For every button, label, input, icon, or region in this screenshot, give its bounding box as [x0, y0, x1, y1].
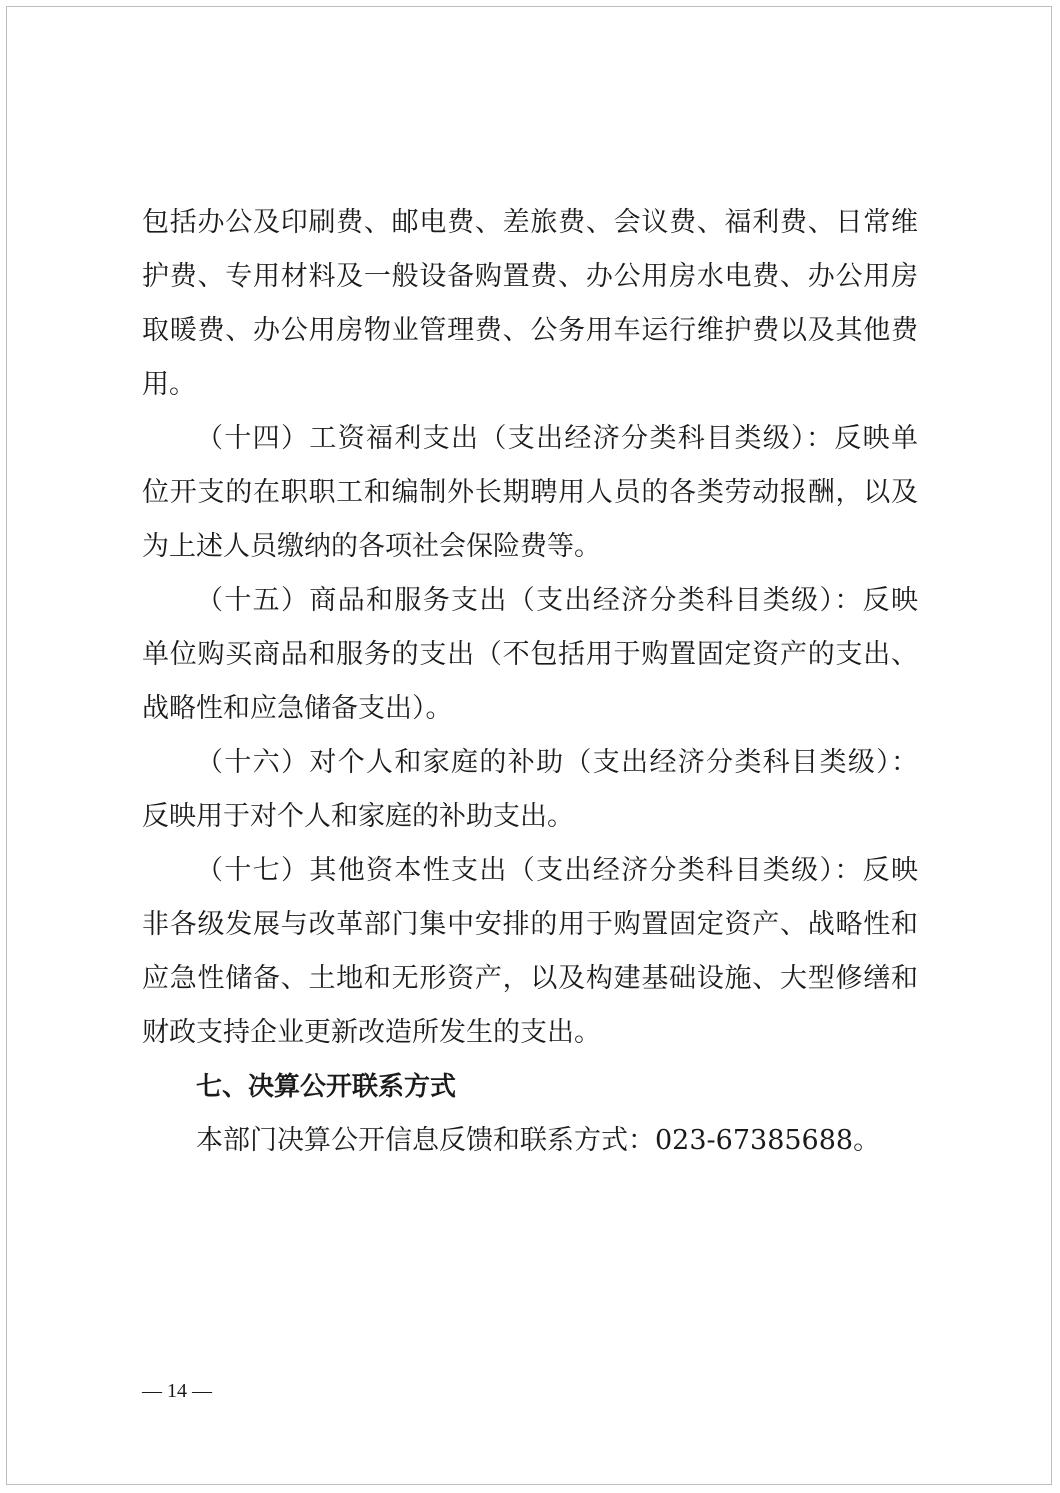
- text-line: 取暖费、办公用房物业管理费、公务用车运行维护费以及其他费: [142, 315, 918, 346]
- page-number: — 14 —: [142, 1380, 212, 1402]
- text-line: 为上述人员缴纳的各项社会保险费等。: [142, 531, 601, 562]
- text-line: （十四）工资福利支出（支出经济分类科目类级）：反映单: [196, 423, 918, 454]
- section-heading: 七、决算公开联系方式: [196, 1072, 457, 1102]
- text-line: 应急性储备、土地和无形资产，以及构建基础设施、大型修缮和: [142, 963, 918, 994]
- text-line: （十六）对个人和家庭的补助（支出经济分类科目类级）：: [196, 747, 918, 778]
- text-line: 位开支的在职职工和编制外长期聘用人员的各类劳动报酬，以及: [142, 477, 918, 508]
- text-line: 财政支持企业更新改造所发生的支出。: [142, 1017, 601, 1048]
- text-line: 非各级发展与改革部门集中安排的用于购置固定资产、战略性和: [142, 909, 918, 940]
- text-line: 单位购买商品和服务的支出（不包括用于购置固定资产的支出、: [142, 639, 918, 670]
- text-line: 包括办公及印刷费、邮电费、差旅费、会议费、福利费、日常维: [142, 207, 918, 238]
- text-line: （十五）商品和服务支出（支出经济分类科目类级）：反映: [196, 585, 918, 616]
- text-line: 护费、专用材料及一般设备购置费、办公用房水电费、办公用房: [142, 261, 918, 292]
- body-text: [142, 196, 918, 1168]
- contact-line: 本部门决算公开信息反馈和联系方式：023-67385688。: [196, 1125, 881, 1156]
- text-line: （十七）其他资本性支出（支出经济分类科目类级）：反映: [196, 855, 918, 886]
- text-line: 用。: [142, 369, 196, 400]
- text-line: 战略性和应急储备支出）。: [142, 693, 453, 724]
- text-line: 反映用于对个人和家庭的补助支出。: [142, 801, 574, 832]
